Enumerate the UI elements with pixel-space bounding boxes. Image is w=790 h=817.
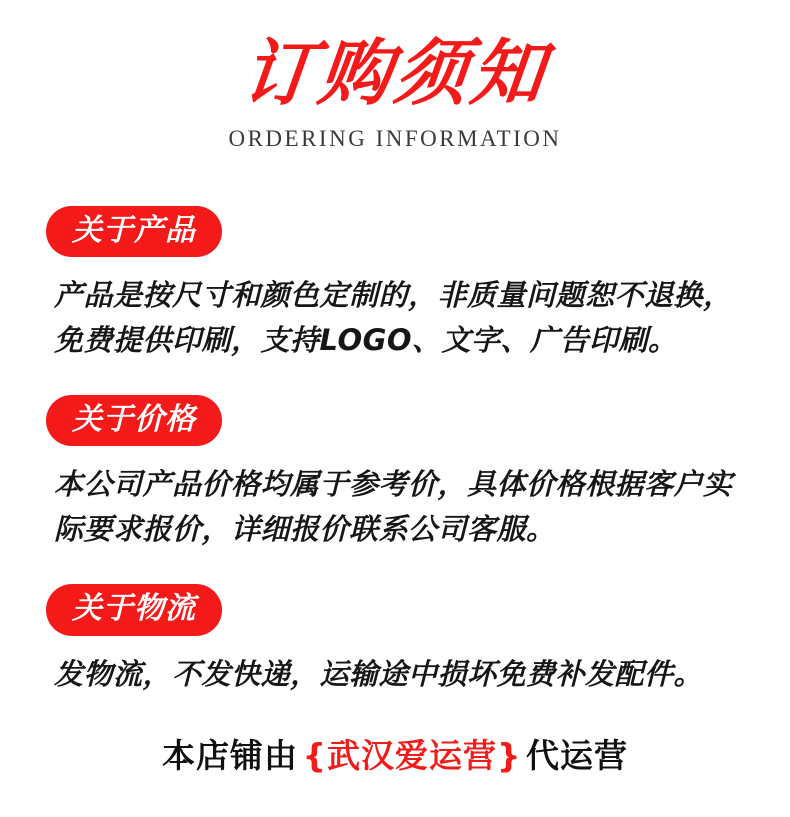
section-text-price: 本公司产品价格均属于参考价，具体价格根据客户实际要求报价，详细报价联系公司客服。 — [54, 467, 733, 547]
section-about-logistics — [46, 584, 744, 696]
footer-suffix: 代运营 — [525, 736, 628, 775]
section-text-product: 产品是按尺寸和颜色定制的，非质量问题恕不退换，免费提供印刷，支持LOGO、文字、广告印刷。 — [54, 278, 733, 358]
page-subtitle: ORDERING INFORMATION — [228, 125, 562, 151]
page-title: 订购须知 — [238, 31, 552, 115]
section-badge-product: 关于产品 — [46, 206, 222, 258]
footer-brand: {武汉爱运营} — [302, 736, 522, 775]
section-text-logistics: 发物流，不发快递，运输途中损坏免费补发配件。 — [54, 656, 704, 691]
section-badge-price: 关于价格 — [46, 395, 222, 447]
section-about-product — [46, 206, 744, 363]
footer — [0, 730, 790, 777]
section-about-price — [46, 395, 744, 552]
section-badge-logistics: 关于物流 — [46, 584, 222, 636]
page-header — [0, 0, 790, 152]
footer-prefix: 本店铺由 — [162, 736, 299, 775]
sections-container — [0, 206, 790, 697]
